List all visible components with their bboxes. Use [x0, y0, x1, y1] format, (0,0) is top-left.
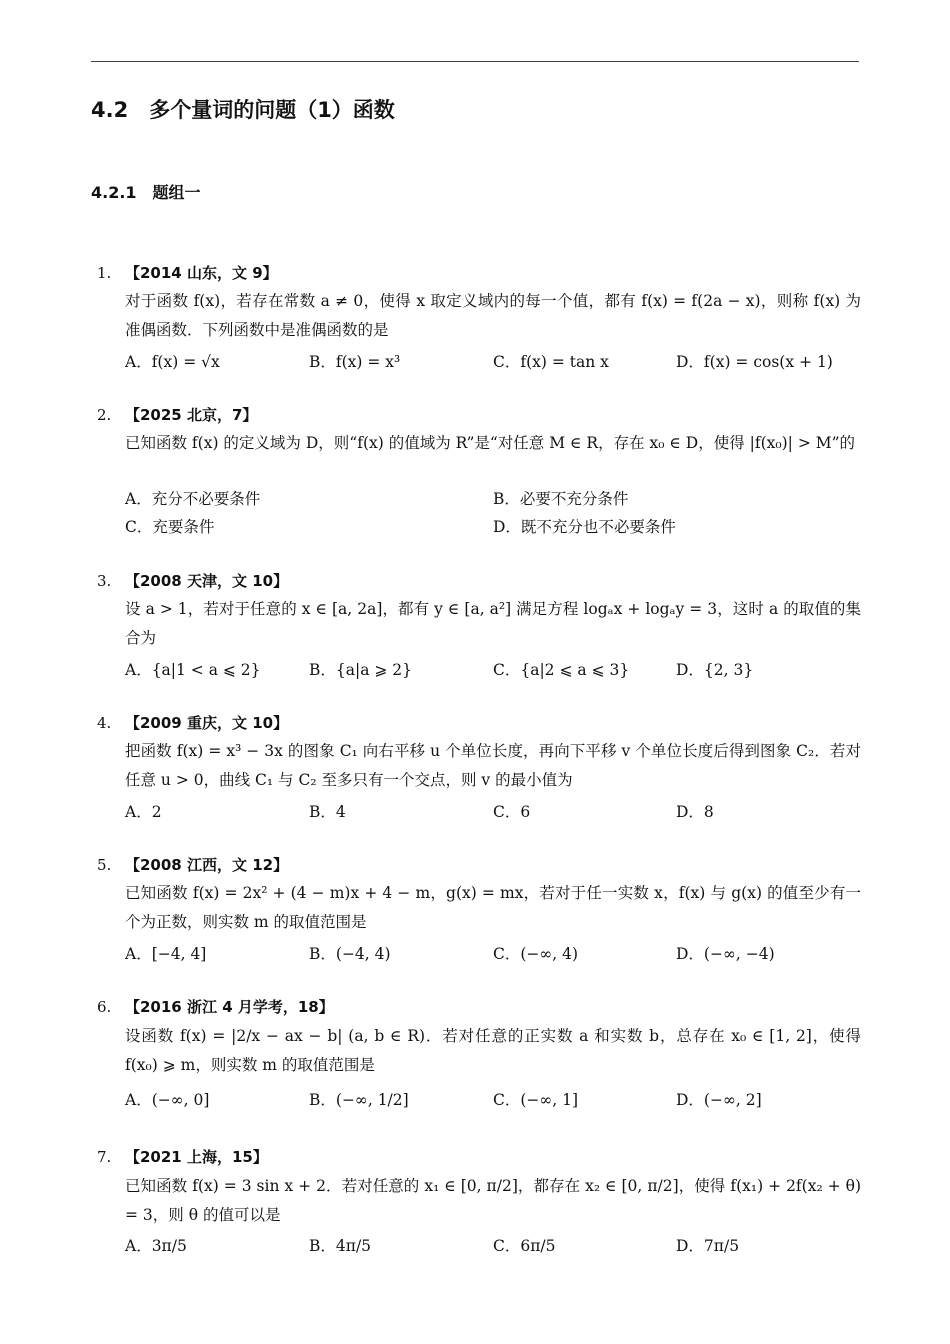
option-b: B．必要不充分条件: [493, 490, 629, 508]
problem-source: 【2016 浙江 4 月学考，18】: [125, 998, 334, 1016]
problem-stem: 已知函数 f(x) 的定义域为 D，则“f(x) 的值域为 R”是“对任意 M ∈ R，存在 x₀ ∈ D，使得 |f(x₀)| > M”的: [125, 434, 856, 452]
option-c: C．f(x) = tan x: [493, 353, 609, 371]
option-d: D．8: [676, 803, 714, 821]
option-d: D．(−∞, −4): [676, 945, 775, 963]
option-b: B．(−4, 4): [309, 945, 391, 963]
option-d: D．{2, 3}: [676, 661, 754, 679]
option-b: B．(−∞, 1/2]: [309, 1091, 409, 1109]
problem-source: 【2014 山东，文 9】: [125, 264, 278, 282]
option-d: D．既不充分也不必要条件: [493, 518, 676, 536]
option-a: A．[−4, 4]: [125, 945, 207, 963]
option-a: A．(−∞, 0]: [125, 1091, 210, 1109]
problem-stem: 设函数 f(x) = |2/x − ax − b| (a, b ∈ R)．若对任意的正实数 a 和实数 b，总存在 x₀ ∈ [1, 2]，使得 f(x₀) ⩾ m，则实数 m 的取值范围是: [125, 1027, 861, 1074]
problem-stem: 已知函数 f(x) = 2x² + (4 − m)x + 4 − m，g(x) = mx，若对于任一实数 x，f(x) 与 g(x) 的值至少有一个为正数，则实数 m 的取值范围是: [125, 884, 861, 931]
problem-source: 【2025 北京，7】: [125, 406, 258, 424]
problem-source: 【2009 重庆，文 10】: [125, 714, 289, 732]
problem-number: 5.: [97, 856, 112, 874]
subsection-title: 4.2.1 题组一: [91, 183, 201, 202]
section-title: 4.2 多个量词的问题（1）函数: [91, 98, 395, 122]
option-c: C．{a|2 ⩽ a ⩽ 3}: [493, 661, 630, 679]
problem-number: 1.: [97, 264, 112, 282]
option-b: B．{a|a ⩾ 2}: [309, 661, 413, 679]
problem-stem: 把函数 f(x) = x³ − 3x 的图象 C₁ 向右平移 u 个单位长度，再向下平移 v 个单位长度后得到图象 C₂．若对任意 u > 0，曲线 C₁ 与 C₂ 至多只有一个交点，则 v 的最小值为: [125, 742, 861, 789]
option-c: C．(−∞, 1]: [493, 1091, 579, 1109]
problem-stem: 设 a > 1，若对于任意的 x ∈ [a, 2a]，都有 y ∈ [a, a²] 满足方程 logₐx + logₐy = 3，这时 a 的取值的集合为: [125, 600, 861, 647]
option-a: A．充分不必要条件: [125, 490, 261, 508]
problem-source: 【2008 天津，文 10】: [125, 572, 289, 590]
option-c: C．充要条件: [125, 518, 215, 536]
option-b: B．4: [309, 803, 346, 821]
option-d: D．f(x) = cos(x + 1): [676, 353, 833, 371]
problem-number: 2.: [97, 406, 112, 424]
problem-source: 【2008 江西，文 12】: [125, 856, 289, 874]
option-c: C．6π/5: [493, 1237, 556, 1255]
problem-source: 【2021 上海，15】: [125, 1148, 268, 1166]
option-a: A．2: [125, 803, 162, 821]
option-d: D．(−∞, 2]: [676, 1091, 762, 1109]
option-a: A．f(x) = √x: [125, 353, 220, 371]
problem-number: 7.: [97, 1148, 112, 1166]
option-a: A．{a|1 < a ⩽ 2}: [125, 661, 261, 679]
problem-number: 6.: [97, 998, 112, 1016]
option-b: B．4π/5: [309, 1237, 372, 1255]
problem-number: 4.: [97, 714, 112, 732]
problem-number: 3.: [97, 572, 112, 590]
header-rule: [91, 61, 859, 62]
problem-stem: 已知函数 f(x) = 3 sin x + 2．若对任意的 x₁ ∈ [0, π/2]，都存在 x₂ ∈ [0, π/2]，使得 f(x₁) + 2f(x₂ + θ) = 3，则 θ 的值可以是: [125, 1177, 861, 1224]
option-a: A．3π/5: [125, 1237, 187, 1255]
option-b: B．f(x) = x³: [309, 353, 401, 371]
option-c: C．(−∞, 4): [493, 945, 579, 963]
option-d: D．7π/5: [676, 1237, 740, 1255]
problem-stem: 对于函数 f(x)，若存在常数 a ≠ 0，使得 x 取定义域内的每一个值，都有 f(x) = f(2a − x)，则称 f(x) 为准偶函数．下列函数中是准偶函数的是: [125, 292, 861, 339]
option-c: C．6: [493, 803, 531, 821]
